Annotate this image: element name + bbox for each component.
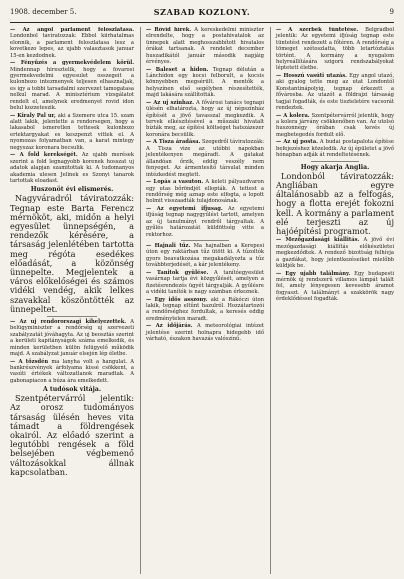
news-item bbox=[146, 243, 264, 269]
section-divider bbox=[311, 161, 358, 162]
news-item-heading: — Kiraly Pal ur, bbox=[10, 112, 56, 119]
news-item-heading: — Az uj posta. bbox=[276, 139, 318, 146]
news-item bbox=[276, 271, 394, 303]
news-item-text: A meteorológiai intézet jelentése szerint holnapra hidegebb idő várható, északon havazás valószínű. bbox=[146, 323, 264, 343]
news-item-heading: — A szerbek tüntetése. bbox=[276, 27, 359, 33]
news-item bbox=[146, 270, 264, 296]
news-item-text: A jövő évi mezőgazdasági kiállítás előkészületei megkezdődtek. A rendező bizottság felhívja a gazdákat, hogy jelentkezéseiket mielőbb küldjék be. bbox=[276, 237, 394, 269]
news-item-text: Mindennap hiresztelik, hogy a fovarosi gyermekvedelmi egyesulet osszegeit a kulonbozo intezmenyek teljesen elhasznaljak, es igy a tobbi tarsadalmi szervezet tamogatasa nelkul marad. A minisztérium vizsgálatot rendelt el, amelynek eredmenyet rovid idon belul kozzeteszik. bbox=[10, 66, 134, 112]
news-item-heading: — Rövid hírek. bbox=[146, 27, 192, 33]
article-columns bbox=[10, 27, 394, 574]
news-item-heading: — A Tisza áradása. bbox=[146, 139, 201, 146]
news-item-heading: — A kolera. bbox=[276, 112, 310, 119]
news-item-heading: — Egy idős asszony. bbox=[146, 296, 208, 303]
news-item-text: Egy angol utazó, aki gyalog tette meg az utat Londontól Konstantinápolyig, tegnap érkezett a fővárosba. Az utazót a földrajzi társaság tagjai fogadták, és este tiszteletére vacsorát rendeztek. bbox=[276, 73, 394, 112]
news-item bbox=[146, 297, 264, 323]
news-item-text: aki a Szemere utca 15. szam alatt lakik, jelentette a rendorsegen, hogy a lakasabol ismeretlen tettesek kulonbozo ertektargyakat es keszpenzt vittek el. A nyomozas folyamatban van, a karat mintegy negyszaz koronara becsulik. bbox=[10, 112, 134, 151]
news-item-heading: — Az uj rendororszagi kihelyezettek. bbox=[10, 318, 127, 325]
news-item bbox=[10, 152, 134, 184]
news-item bbox=[10, 359, 134, 385]
news-item-heading: — Fényűzés a gyermekvédelem körül. bbox=[10, 60, 134, 67]
page-header bbox=[10, 6, 394, 23]
article-title: Huszonöt évi elismerés. bbox=[30, 186, 114, 194]
news-item-text: aki a Rákóczi úton lakik, tegnap eltűnt hazulról. Hozzátartozói a rendőrséghez fordultak, a keresés eddig eredménytelen maradt. bbox=[146, 296, 264, 322]
news-item-heading: — A fold kerekségét. bbox=[10, 152, 78, 159]
news-item bbox=[10, 27, 134, 59]
news-item bbox=[10, 60, 134, 111]
news-item-text: A kereskedelmi miniszter elrendelte, hogy a postahivatalok az ünnepek alatt meghosszabbított hivatalos órákat tartsanak. A rendelet december huszadikától január második napjáig érvényes. bbox=[146, 27, 264, 66]
news-item-text: Ma hajnalban a Kerepesi úton egy raktárban tűz ütött ki. A tűzoltók gyors beavatkozása megakadályozta a tűz továbbterjedését, a kár jelentékeny. bbox=[146, 242, 264, 269]
news-item-text: Egy budapesti mérnök új rendszerű villamos lámpát talált fel, amely lényegesen kevesebb áramot fogyaszt. A találmányt a szakkörök nagy érdeklődéssel fogadták. bbox=[276, 270, 394, 303]
news-item bbox=[10, 319, 134, 357]
header-date: 1908. december 5. bbox=[10, 8, 77, 16]
news-item bbox=[146, 67, 264, 99]
column-1 bbox=[10, 27, 134, 574]
article-body-large: Londonból táviratozzák: Angliában egyre általánosabb az a felfogás, hogy a flotta erejét fokozni kell. A kormány a parlament elé terjeszti az új hajóépítési programot. bbox=[276, 170, 394, 236]
news-item-heading: — Mezőgazdasági kiállitás. bbox=[276, 237, 360, 244]
news-item-text: A tanítóegyesület vasárnap tartja évi közgyűlését, amelyen a fizetésrendezés ügyét tárgyalják. A gyűlésre a vidéki tanítók is nagy számban érkeznek. bbox=[146, 269, 264, 295]
news-item-text: Szentpétervárról jelentik, hogy a kolera járvány csökkenőben van. Az utolsó huszonnégy órában csak kevés új megbetegedés fordult elő. bbox=[276, 112, 394, 138]
newspaper-title: SZABAD KOZLONY. bbox=[153, 7, 251, 17]
news-item-text: Tegnap délután a Lánchídon egy kocsi felborult, a kocsis könnyebben megsérült. A mentők a helyszínen első segélyben részesítették, majd lakására szállították. bbox=[146, 66, 264, 99]
news-item-text: Londonbol taviratozzak: Ebbol kiirhatalmas elonnik, a parlament feloszlatasa lesz a kovetkezo lepes, az ujabb valasztasok januar 15-en kezdodnek. bbox=[10, 33, 134, 59]
section-divider bbox=[47, 316, 97, 317]
news-item bbox=[276, 139, 394, 158]
news-item bbox=[146, 27, 264, 65]
news-item-text: Az ujabb merések szerint a fold legnagyobb korenek hosszat uj adatok alapjan szamitottak ki. A tudomanyos akademia ulesen Jelinek es Szonyi tanarok tartottak eloadast. bbox=[10, 152, 134, 184]
news-item bbox=[146, 206, 264, 238]
page-number: 9 bbox=[389, 8, 394, 16]
news-item-heading: — Lopás a vasuton. bbox=[146, 179, 204, 186]
news-item-text: A fővárosi tanács tegnapi ülésén elhatározta, hogy az új népszínház építését a jövő tavasszal megkezdik. A tervek elkészítésével a műszaki hivatalt bízták meg, az építési költséget hatszázezer koronára becsülik. bbox=[146, 99, 264, 138]
news-item-heading: — Az időjárás. bbox=[146, 323, 193, 330]
news-item bbox=[146, 323, 264, 342]
news-item bbox=[276, 27, 394, 72]
news-item bbox=[276, 113, 394, 139]
article-body-large: Nagyváradról táviratozzák: Tegnap este Barta Ferencz mérnököt, aki, midőn a helyi egyesület ünnepségén, a rendezők kérésére, a társaság jelenlétében tartotta meg régóta esedékes előadását, a közönség ünnepelte. Megjelentek a város előkelőségei és számos vidéki vendég, akik lelkes szavakkal köszöntötték az ünnepeltet. bbox=[10, 193, 134, 314]
news-item bbox=[146, 139, 264, 177]
news-item bbox=[146, 100, 264, 138]
news-item-text: A keleti pályaudvaron egy utas bőröndjét ellopták. A tettest a rendőrség még aznap este elfogta, a lopott holmit visszaadták tulajdonosának. bbox=[146, 179, 264, 205]
news-item-text: A belügyminiszter a rendőrség uj szervezeti szabályzatát jóváhagyta. Az uj beosztás szerint a kerületi kapitányságok száma emelkedik, és minden kerületben külön felügyelő működik majd. A szabályzat január elsején lép életbe. bbox=[10, 318, 134, 357]
news-item-heading: — Tanitok gyülése. bbox=[146, 269, 209, 276]
news-item-heading: — Hajnali tűz. bbox=[146, 242, 191, 249]
section-divider bbox=[181, 240, 228, 241]
news-item bbox=[276, 73, 394, 111]
news-item bbox=[146, 179, 264, 205]
news-item-text: ma lanyha volt a hangulat. A bankrészvények árfolyama kissé csökkent, a vasúti értékek változatlanok maradtak. A gabonapiacon a búza ára emelkedett. bbox=[10, 358, 134, 384]
news-item-text: Belgrádból jelentik: Az egyetemi ifjúság tegnap este tüntetést rendezett a főtéren. A rendőrség a tömeget szétoszlatta, több letartóztatás történt. A kormány a nyugalom helyreállítására szigorú rendszabályokat léptetett életbe. bbox=[276, 27, 394, 72]
news-item-heading: — Az angol parlament feloszlatasa. bbox=[10, 27, 134, 33]
news-item-heading: — Hosszú vasúti utazás. bbox=[276, 73, 347, 80]
news-item-heading: — Egy ujabb találmány. bbox=[276, 270, 351, 277]
column-3 bbox=[270, 27, 394, 574]
column-2 bbox=[140, 27, 264, 574]
article-body-large: Szentpétervárról jelentik: Az orosz tudományos társaság ülésén heves vita támadt a földrengések okairól. Az előadó szerint a legutóbbi rengések a föld belsejében végbemenő változásokkal állnak kapcsolatban. bbox=[10, 393, 134, 477]
article-title: A tudósok vitája. bbox=[42, 386, 102, 394]
news-item-heading: — Az uj szinhaz. bbox=[146, 99, 194, 106]
news-item-heading: — Baleset a hidon. bbox=[146, 66, 209, 73]
news-item-text: Az egyetemi ifjúság tegnap nagygyűlést tartott, amelyen az új tanulmányi rendről tárgyaltak. A gyűlés határozatát küldöttség vitte a rektorhoz. bbox=[146, 205, 264, 238]
news-item-heading: — A tőzsdén bbox=[10, 358, 49, 365]
news-item bbox=[10, 113, 134, 151]
news-item bbox=[276, 237, 394, 269]
news-item-text: Szegedről táviratozzák: A Tisza vize az utóbbi napokban jelentékenyen megáradt. A gátakat állandóan őrzik, eddig veszély nem fenyeget. Az ármentesítő társulat minden intézkedést megtett. bbox=[146, 139, 264, 178]
news-item-heading: — Az egyetemi ifjusag. bbox=[146, 205, 223, 212]
news-item-text: A budai postapalota építése befejezéshez közeledik. Az új épületet a jövő hónapban adják át rendeltetésének. bbox=[276, 139, 394, 159]
article-title: Hogy akarja Anglia. bbox=[300, 163, 370, 171]
